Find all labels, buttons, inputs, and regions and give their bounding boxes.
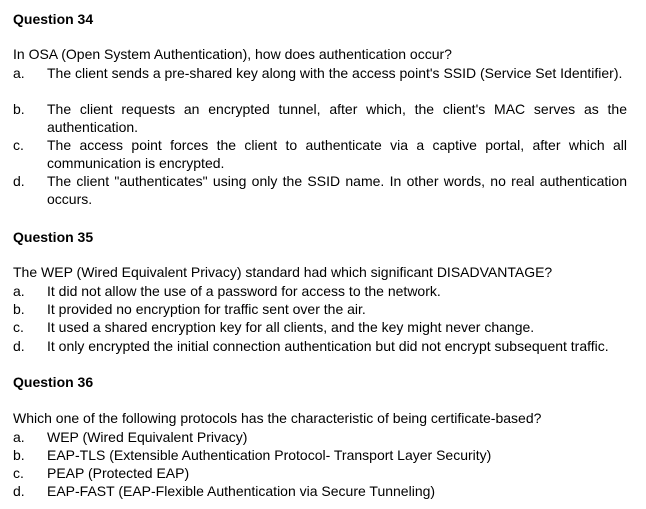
option-text: The client "authenticates" using only the SSID name. In other words, no real authentication occurs. xyxy=(47,173,627,207)
option-letter: d. xyxy=(13,483,25,499)
option-letter: d. xyxy=(13,173,25,189)
question-34-heading: Question 34 xyxy=(13,11,94,27)
question-34-option-c xyxy=(13,136,627,172)
question-34-option-b xyxy=(13,100,627,136)
option-text: It only encrypted the initial connection authentication but did not encrypt subsequent traffic. xyxy=(47,338,609,354)
option-letter: b. xyxy=(13,447,25,463)
option-text: The client requests an encrypted tunnel, after which, the client's MAC serves as the authentication. xyxy=(47,101,627,135)
option-letter: d. xyxy=(13,338,25,354)
option-text: It used a shared encryption key for all clients, and the key might never change. xyxy=(47,319,535,335)
question-36-heading: Question 36 xyxy=(13,374,94,390)
question-34-text: In OSA (Open System Authentication), how does authentication occur? xyxy=(13,46,452,62)
question-36-option-c xyxy=(13,464,627,482)
option-text: The client sends a pre-shared key along with the access point's SSID (Service Set Identifier). xyxy=(47,65,623,81)
option-letter: c. xyxy=(13,465,24,481)
question-34-option-d xyxy=(13,172,627,208)
question-35-option-d xyxy=(13,337,627,355)
option-text: WEP (Wired Equivalent Privacy) xyxy=(47,429,248,445)
option-text: EAP-FAST (EAP-Flexible Authentication via Secure Tunneling) xyxy=(47,483,436,499)
question-36-option-d xyxy=(13,482,627,500)
question-35-heading: Question 35 xyxy=(13,229,94,245)
question-36-option-a xyxy=(13,428,627,446)
option-text: EAP-TLS (Extensible Authentication Protocol- Transport Layer Security) xyxy=(47,447,492,463)
option-letter: a. xyxy=(13,283,25,299)
question-36-option-b xyxy=(13,446,627,464)
option-letter: a. xyxy=(13,429,25,445)
question-35-text: The WEP (Wired Equivalent Privacy) standard had which significant DISADVANTAGE? xyxy=(13,264,553,280)
question-35-option-b xyxy=(13,300,627,318)
option-text: It provided no encryption for traffic sent over the air. xyxy=(47,301,366,317)
option-letter: a. xyxy=(13,65,25,81)
option-letter: b. xyxy=(13,101,25,117)
question-34-option-a xyxy=(13,64,627,82)
option-letter: b. xyxy=(13,301,25,317)
option-letter: c. xyxy=(13,319,24,335)
option-text: It did not allow the use of a password for access to the network. xyxy=(47,283,441,299)
option-letter: c. xyxy=(13,137,24,153)
question-36-text: Which one of the following protocols has the characteristic of being certificate-based? xyxy=(13,410,542,426)
option-text: PEAP (Protected EAP) xyxy=(47,465,190,481)
option-text: The access point forces the client to authenticate via a captive portal, after which all communication is encrypted. xyxy=(47,137,627,171)
question-35-option-c xyxy=(13,318,627,336)
question-35-option-a xyxy=(13,282,627,300)
